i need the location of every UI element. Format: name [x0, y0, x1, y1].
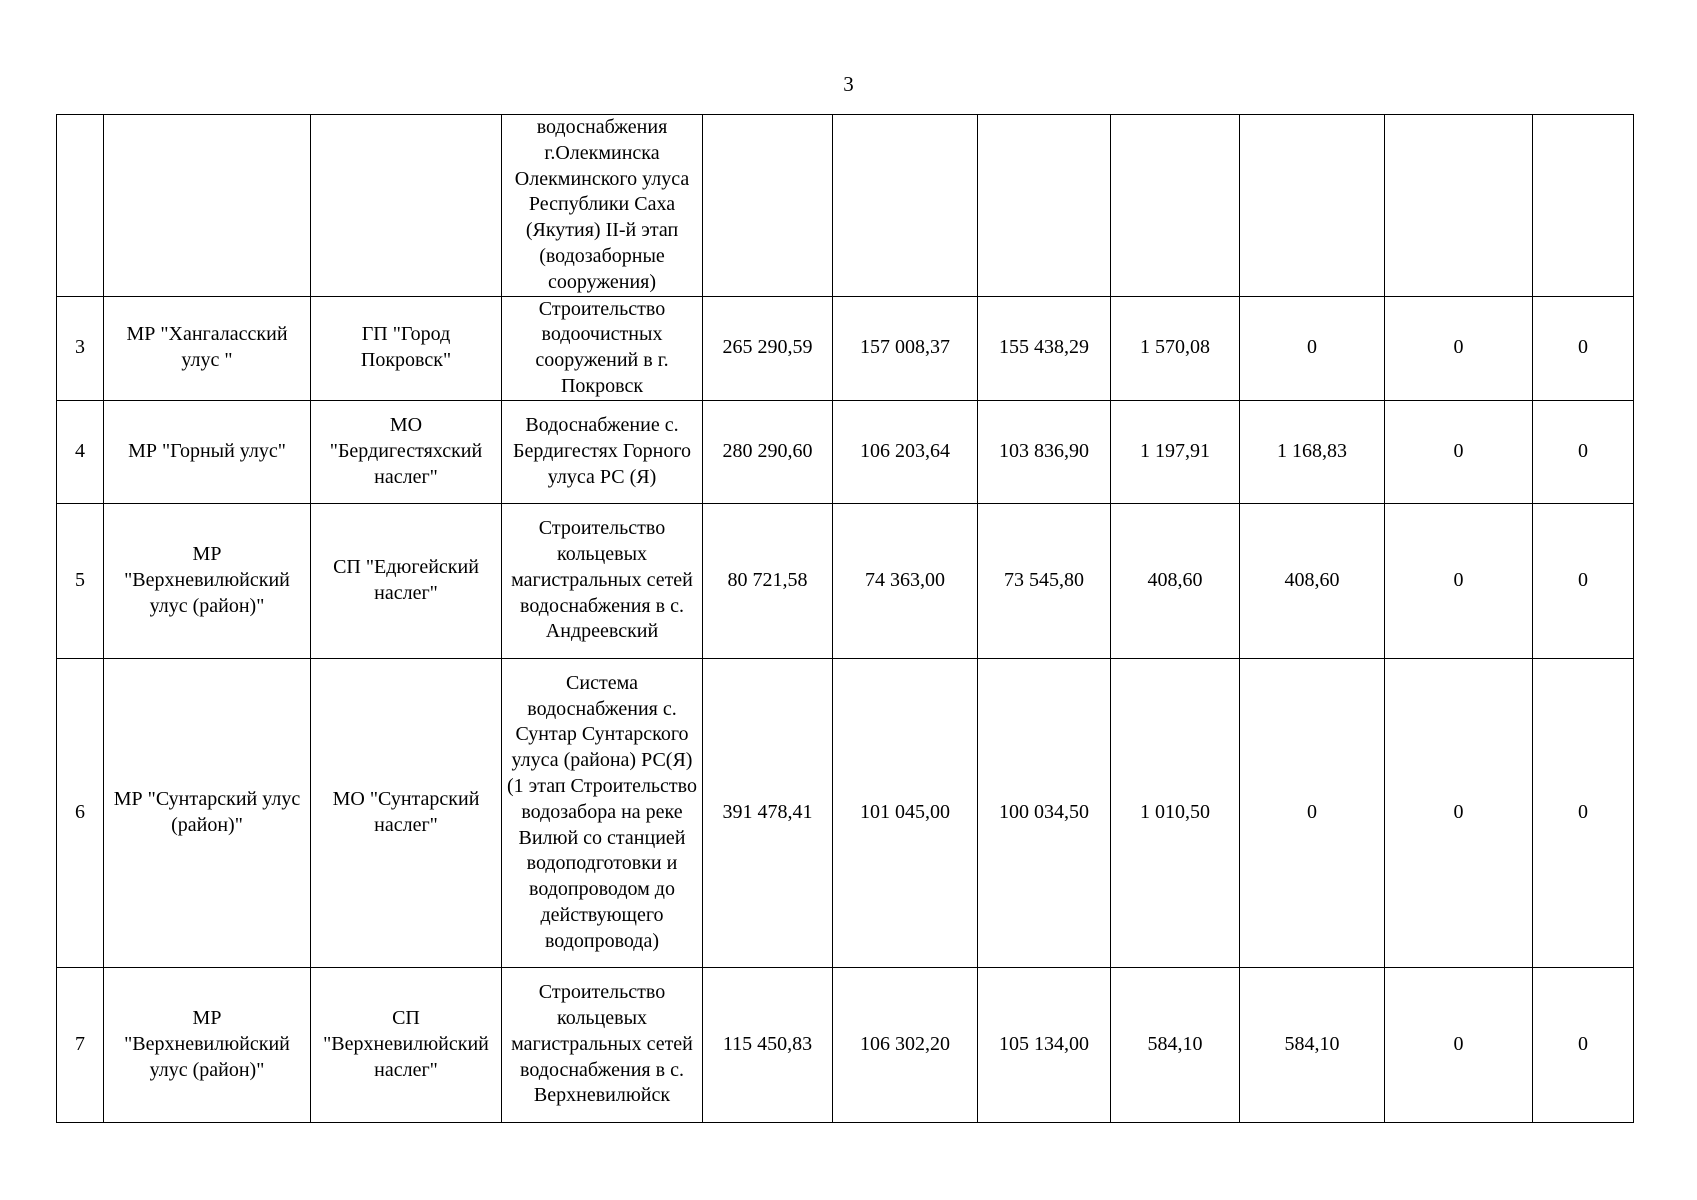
page-number: 3 — [843, 72, 854, 96]
row-number: 6 — [57, 658, 104, 967]
project-name: водоснабжения г.Олекминска Олекминского улуса Республики Саха (Якутия) II-й этап (водозаборные сооружения) — [502, 115, 703, 297]
amount-col-4: 584,10 — [1111, 967, 1240, 1122]
district-name: МР "Сунтарский улус (район)" — [104, 658, 311, 967]
district-name: МР "Горный улус" — [104, 400, 311, 503]
row-number — [57, 115, 104, 297]
amount-col-6: 0 — [1385, 296, 1533, 400]
settlement-name — [311, 115, 502, 297]
district-name: МР "Верхневилюйский улус (район)" — [104, 967, 311, 1122]
row-number: 7 — [57, 967, 104, 1122]
settlement-name: МО "Бердигестяхский наслег" — [311, 400, 502, 503]
table-row — [57, 503, 1634, 658]
row-number: 4 — [57, 400, 104, 503]
table-row — [57, 115, 1634, 297]
amount-col-5 — [1240, 115, 1385, 297]
table-row — [57, 658, 1634, 967]
amount-col-7 — [1533, 115, 1634, 297]
project-name: Система водоснабжения с. Сунтар Сунтарского улуса (района) РС(Я) (1 этап Строительство водозабора на реке Вилюй со станцией водоподготовки и водопроводом до действующего водопровода) — [502, 658, 703, 967]
amount-col-3: 155 438,29 — [978, 296, 1111, 400]
amount-col-3: 73 545,80 — [978, 503, 1111, 658]
amount-col-6: 0 — [1385, 658, 1533, 967]
row-number: 5 — [57, 503, 104, 658]
project-name: Водоснабжение с. Бердигестях Горного улуса РС (Я) — [502, 400, 703, 503]
district-name: МР "Хангаласский улус " — [104, 296, 311, 400]
amount-col-7: 0 — [1533, 296, 1634, 400]
district-name: МР "Верхневилюйский улус (район)" — [104, 503, 311, 658]
funding-table — [56, 114, 1634, 1123]
amount-col-7: 0 — [1533, 503, 1634, 658]
amount-col-4: 1 570,08 — [1111, 296, 1240, 400]
project-name: Строительство водоочистных сооружений в г. Покровск — [502, 296, 703, 400]
amount-total: 115 450,83 — [703, 967, 833, 1122]
amount-col-4 — [1111, 115, 1240, 297]
amount-col-2: 106 302,20 — [833, 967, 978, 1122]
amount-total: 265 290,59 — [703, 296, 833, 400]
district-name — [104, 115, 311, 297]
settlement-name: МО "Сунтарский наслег" — [311, 658, 502, 967]
amount-col-6: 0 — [1385, 400, 1533, 503]
amount-col-5: 0 — [1240, 658, 1385, 967]
table-row — [57, 967, 1634, 1122]
amount-col-2: 157 008,37 — [833, 296, 978, 400]
settlement-name: СП "Едюгейский наслег" — [311, 503, 502, 658]
project-name: Строительство кольцевых магистральных сетей водоснабжения в с. Андреевский — [502, 503, 703, 658]
amount-col-2: 101 045,00 — [833, 658, 978, 967]
amount-col-6 — [1385, 115, 1533, 297]
amount-col-5: 1 168,83 — [1240, 400, 1385, 503]
table-row — [57, 296, 1634, 400]
row-number: 3 — [57, 296, 104, 400]
settlement-name: ГП "Город Покровск" — [311, 296, 502, 400]
project-name: Строительство кольцевых магистральных сетей водоснабжения в с. Верхневилюйск — [502, 967, 703, 1122]
amount-total: 280 290,60 — [703, 400, 833, 503]
settlement-name: СП "Верхневилюйский наслег" — [311, 967, 502, 1122]
amount-col-7: 0 — [1533, 658, 1634, 967]
amount-col-2: 74 363,00 — [833, 503, 978, 658]
amount-col-4: 408,60 — [1111, 503, 1240, 658]
amount-total — [703, 115, 833, 297]
amount-col-5: 584,10 — [1240, 967, 1385, 1122]
amount-col-2 — [833, 115, 978, 297]
amount-col-7: 0 — [1533, 400, 1634, 503]
amount-col-3: 103 836,90 — [978, 400, 1111, 503]
amount-col-5: 0 — [1240, 296, 1385, 400]
table-row — [57, 400, 1634, 503]
amount-total: 391 478,41 — [703, 658, 833, 967]
amount-col-4: 1 197,91 — [1111, 400, 1240, 503]
amount-col-7: 0 — [1533, 967, 1634, 1122]
amount-col-4: 1 010,50 — [1111, 658, 1240, 967]
amount-col-3: 100 034,50 — [978, 658, 1111, 967]
amount-total: 80 721,58 — [703, 503, 833, 658]
amount-col-2: 106 203,64 — [833, 400, 978, 503]
amount-col-3: 105 134,00 — [978, 967, 1111, 1122]
amount-col-6: 0 — [1385, 503, 1533, 658]
amount-col-3 — [978, 115, 1111, 297]
amount-col-6: 0 — [1385, 967, 1533, 1122]
amount-col-5: 408,60 — [1240, 503, 1385, 658]
